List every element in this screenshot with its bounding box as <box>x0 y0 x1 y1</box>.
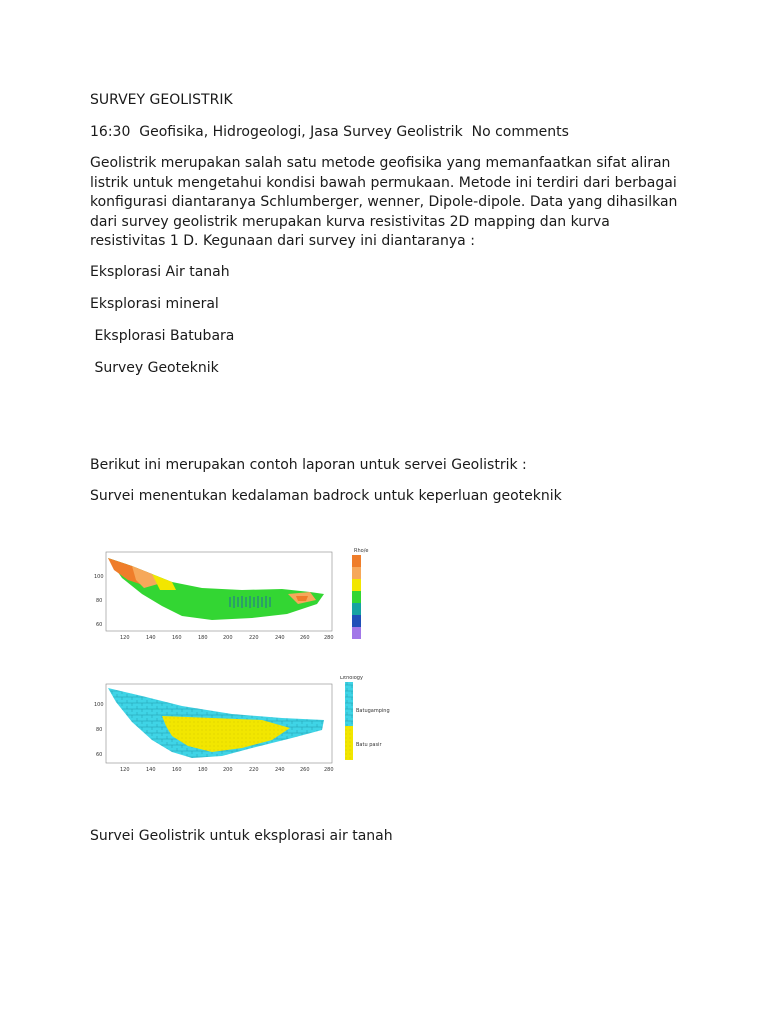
resistivity-color-legend <box>352 555 361 639</box>
resistivity-section-svg <box>92 544 392 644</box>
x-tick: 160 <box>172 635 182 641</box>
section-red-patch <box>296 596 308 601</box>
lithology-section-svg <box>92 676 397 776</box>
x-tick: 200 <box>223 635 233 641</box>
x-tick: 220 <box>249 767 259 773</box>
post-categories[interactable]: Geofisika, Hidrogeologi, Jasa Survey Geolistrik <box>139 124 463 140</box>
legend-label: Batu pasir <box>356 742 382 748</box>
legend-title: Rho/e <box>354 548 369 554</box>
x-tick: 260 <box>300 635 310 641</box>
resistivity-section-figure <box>92 544 392 644</box>
x-tick: 240 <box>275 635 285 641</box>
y-tick: 100 <box>94 574 104 580</box>
y-tick: 80 <box>96 727 103 733</box>
intro-line: dari survey geolistrik merupakan kurva resistivitas 2D mapping dan kurva <box>90 213 610 230</box>
intro-line: Geolistrik merupakan salah satu metode geofisika yang memanfaatkan sifat aliran <box>90 155 671 171</box>
example-2-caption: Survei Geolistrik untuk eksplorasi air tanah <box>90 828 393 844</box>
use-item: Eksplorasi mineral <box>90 296 219 312</box>
use-item: Eksplorasi Air tanah <box>90 264 230 280</box>
lithology-section-figure <box>92 676 397 776</box>
x-tick: 120 <box>120 635 130 641</box>
intro-line: konfigurasi diantaranya Schlumberger, wenner, Dipole-dipole. Data yang dihasilkan <box>90 194 678 210</box>
use-item: Eksplorasi Batubara <box>90 328 235 344</box>
x-tick: 140 <box>146 635 156 641</box>
use-item: Survey Geoteknik <box>90 360 219 376</box>
post-meta <box>90 123 569 143</box>
x-tick: 280 <box>324 635 334 641</box>
intro-paragraph <box>90 154 690 252</box>
intro-line: listrik untuk mengetahui kondisi bawah permukaan. Metode ini terdiri dari berbagai <box>90 174 677 191</box>
intro-line: resistivitas 1 D. Kegunaan dari survey ini diantaranya : <box>90 233 475 249</box>
x-tick: 240 <box>275 767 285 773</box>
x-tick: 180 <box>198 635 208 641</box>
x-tick: 140 <box>146 767 156 773</box>
y-tick: 100 <box>94 702 104 708</box>
example-1-caption: Survei menentukan kedalaman badrock untuk keperluan geoteknik <box>90 488 562 504</box>
y-tick: 60 <box>96 622 103 628</box>
x-tick: 160 <box>172 767 182 773</box>
example-intro: Berikut ini merupakan contoh laporan untuk servei Geolistrik : <box>90 457 527 473</box>
legend-swatch-sandstone <box>345 726 353 760</box>
x-tick: 180 <box>198 767 208 773</box>
post-title: SURVEY GEOLISTRIK <box>90 92 233 108</box>
post-comments-link[interactable]: No comments <box>471 124 569 140</box>
y-tick: 60 <box>96 752 103 758</box>
y-tick: 80 <box>96 598 103 604</box>
post-time: 16:30 <box>90 124 131 140</box>
x-tick: 260 <box>300 767 310 773</box>
x-tick: 220 <box>249 635 259 641</box>
legend-title: Lithology <box>340 676 363 681</box>
x-tick: 280 <box>324 767 334 773</box>
legend-swatch-limestone <box>345 682 353 726</box>
x-tick: 120 <box>120 767 130 773</box>
x-tick: 200 <box>223 767 233 773</box>
legend-label: Batugamping <box>356 708 390 714</box>
